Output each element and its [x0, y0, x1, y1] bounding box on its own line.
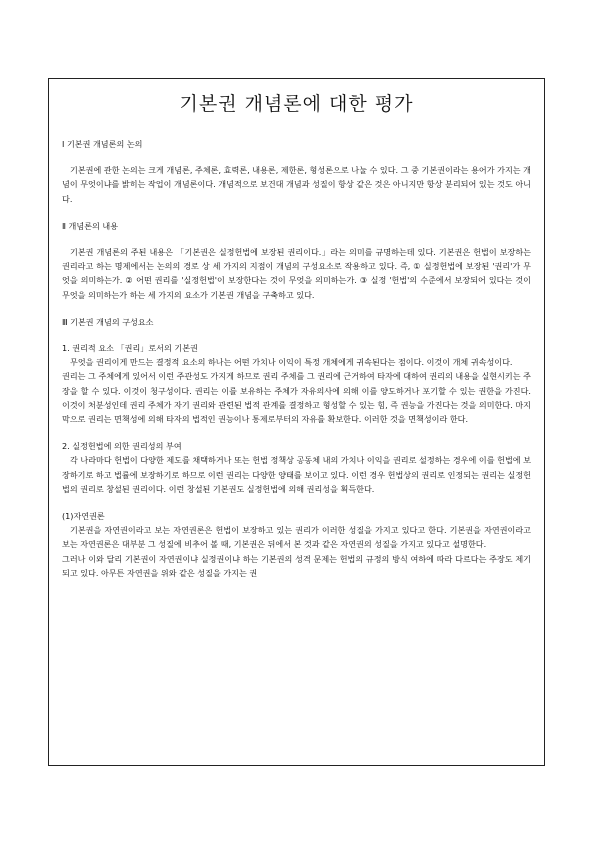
- paragraph: 기본권을 자연권이라고 보는 자연권론은 헌법이 보장하고 있는 권리가 이러한 성질을 가지고 있다고 한다. 기본권을 자연권이라고 보는 자연권론은 대부분 그 성질에 비추어 볼 때, 기본권은 뒤에서 본 것과 같은 자연권의 성질을 가지고 있다고 설명한다.: [62, 525, 531, 550]
- section-heading: Ⅰ 기본권 개념론의 논의: [62, 139, 143, 149]
- section-heading: Ⅱ 개념론의 내용: [62, 220, 119, 231]
- paragraph: 그러나 이와 달리 기본권이 자연권이냐 실정권이냐 하는 기본권의 성격 문제는 헌법의 규정의 방식 여하에 따라 다르다는 주장도 제기되고 있다. 아무튼 자연권을 위와 같은 성질을 가지는 권: [62, 553, 531, 578]
- subsection-heading: 1. 권리적 요소 「권리」로서의 기본권: [62, 343, 198, 354]
- paragraph: 권리는 그 주체에게 있어서 이런 주관성도 가지게 하므로 권리 주체를 그 권리에 근거하여 타자에 대하여 권리의 내용을 실현시키는 주장을 할 수 있다. 이것이 청구성이다. 권리는 이를 보유하는 주체가 자유의사에 의해 이를 양도하거나 포기할 수 있는 권한을 가진다. 이것이 처분성인데 권리 주체가 자기 권리와 관련된 법적 관계를 결정하고 형성할 수 있는 힘, 즉 권능을 가진다는 것을 의미한다. 마지막으로 권리는 면책성에 의해 타자의 법적인 권능이나 통제로부터의 자유를 확보한다. 이러한 것을 면책성이라 한다.: [62, 371, 531, 425]
- page-frame: [48, 78, 545, 766]
- subsection-heading: 2. 실정헌법에 의한 권리성의 부여: [62, 441, 182, 452]
- paragraph: 기본권 개념론의 주된 내용은 「기본권은 실정헌법에 보장된 권리이다.」라는 의미를 규명하는데 있다. 기본권은 헌법이 보장하는 권리라고 하는 명제에서는 논의의 경로 상 세 가지의 지점이 개념의 구성요소로 작용하고 있다. 즉, ① 실정헌법에 보장된 '권리'가 무엇을 의미하는가. ② 어떤 권리를 '실정헌법'이 보장한다는 것이 무엇을 의미하는가. ③ 실정 '헌법'의 수준에서 보장되어 있다는 것이 무엇을 의미하는가 하는 세 가지의 요소가 기본권 개념을 구축하고 있다.: [62, 247, 531, 300]
- document-body: [62, 137, 531, 580]
- paragraph: 무엇을 권리이게 만드는 결정적 요소의 하나는 어떤 가치나 이익이 특정 개체에게 귀속된다는 점이다. 이것이 개체 귀속성이다.: [70, 357, 513, 368]
- subsection-heading: (1)자연권론: [62, 511, 105, 522]
- paragraph: 각 나라마다 헌법이 다양한 제도를 채택하거나 또는 헌법 정책상 공동체 내의 가치나 이익을 권리로 설정하는 경우에 이를 헌법에 보장하기로 하고 법률에 보장하기로 하므로 이런 권리는 다양한 양태를 보이고 있다. 이런 경우 헌법상의 권리로 인정되는 권리는 실정헌법의 권리로 창설된 권리이다. 이런 창설된 기본권도 실정헌법에 의해 권리성을 획득한다.: [62, 455, 531, 494]
- section-heading: Ⅲ 기본권 개념의 구성요소: [62, 316, 154, 327]
- document-title: 기본권 개념론에 대한 평가: [179, 93, 414, 115]
- paragraph: 기본권에 관한 논의는 크게 개념론, 주체론, 효력론, 내용론, 제한론, 형성론으로 나눌 수 있다. 그 중 기본권이라는 용어가 가지는 개념이 무엇이냐를 밝히는 작업이 개념론이다. 개념적으로 보건대 개념과 성질이 항상 같은 것은 아니지만 항상 분리되어 있는 것도 아니다.: [62, 165, 531, 204]
